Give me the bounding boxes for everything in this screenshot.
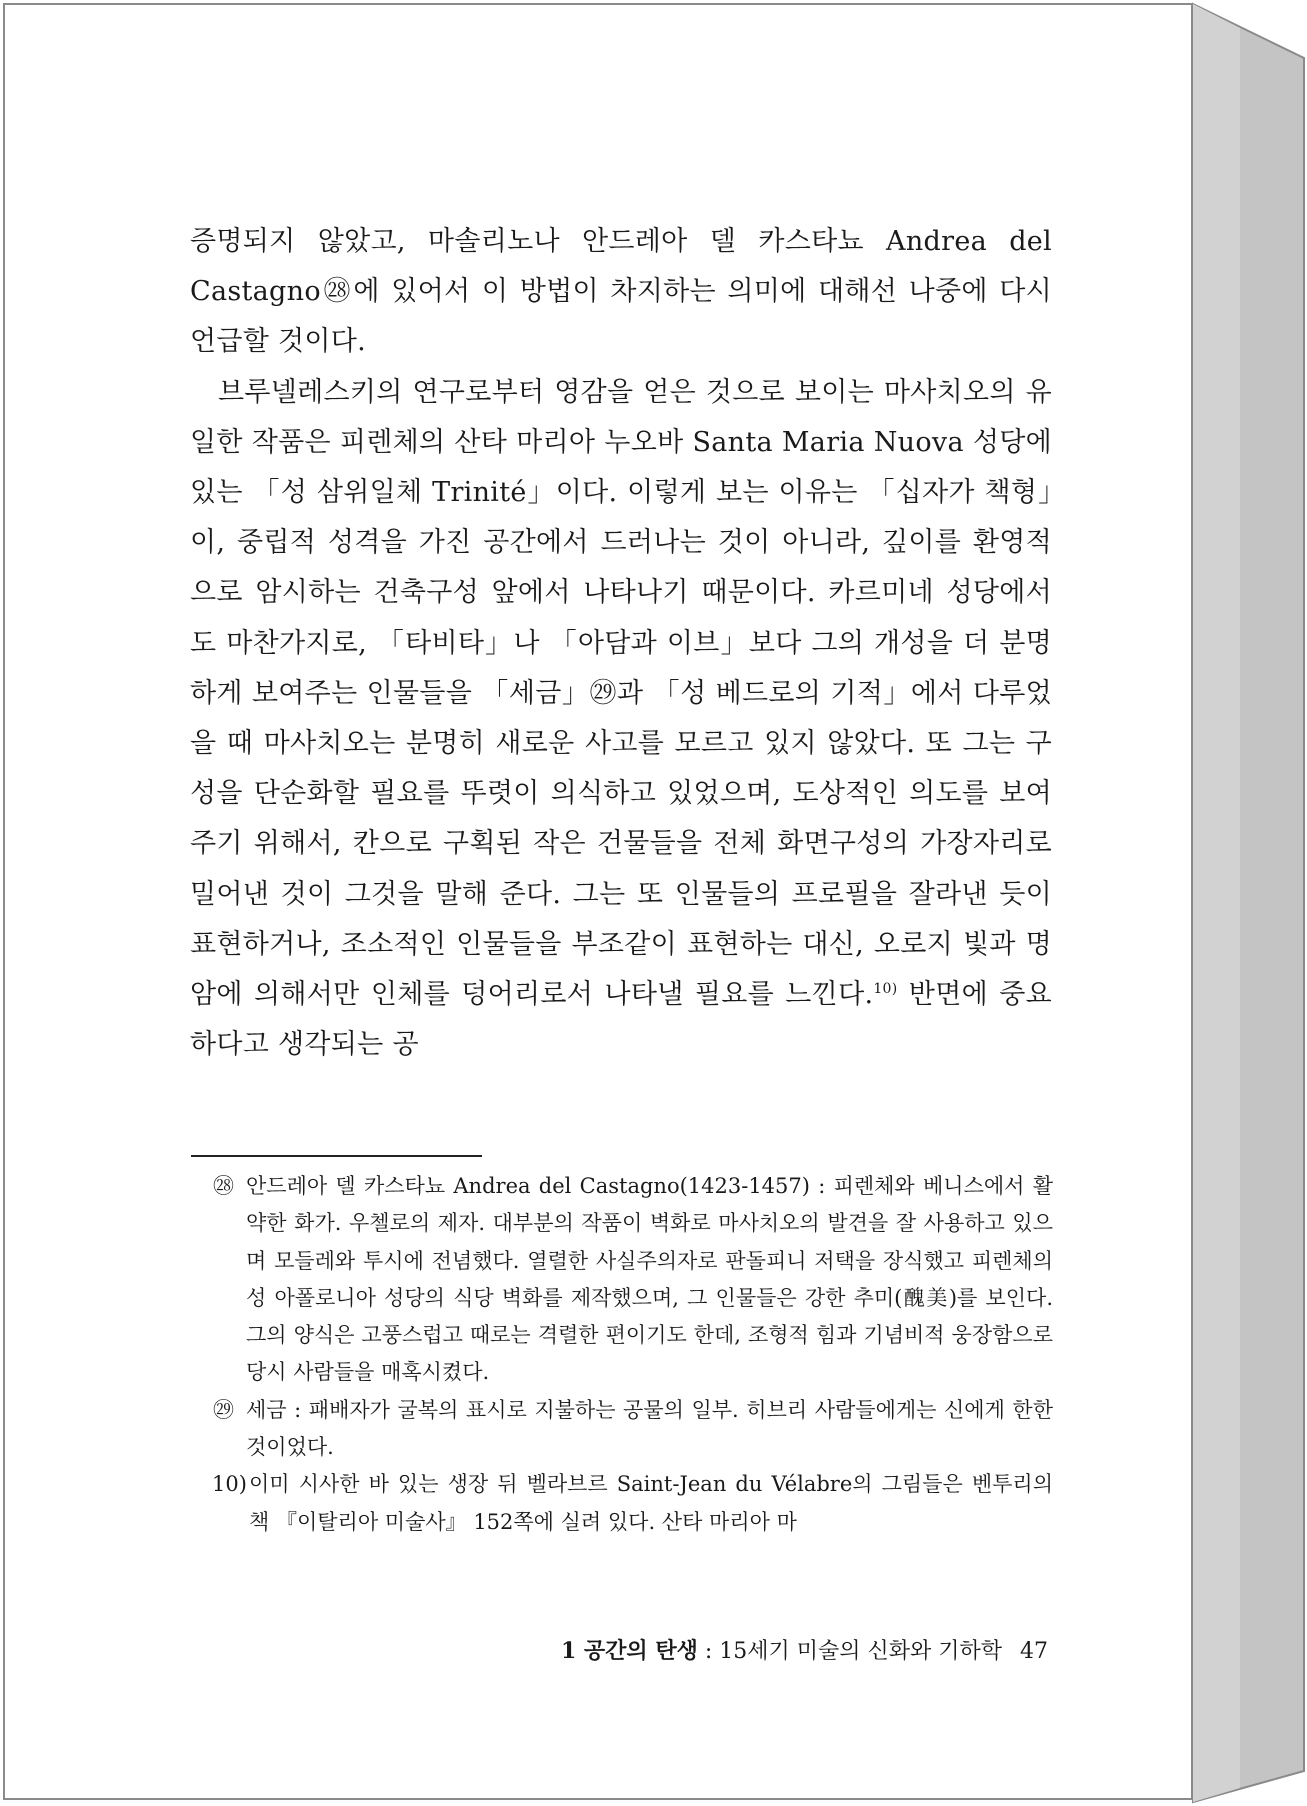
chapter-title: 1 공간의 탄생	[560, 1638, 698, 1664]
paragraph-2-text: 브루넬레스키의 연구로부터 영감을 얻은 것으로 보이는 마사치오의 유일한 작품은 피렌체의 산타 마리아 누오바 Santa Maria Nuova 성당에 있는 「성 삼위일체 Trinité」이다. 이렇게 보는 이유는 「십자가 책형」이, 중립적 성격을 가진 공간에서 드러나는 것이 아니라, 깊이를 환영적으로 암시하는 건축구성 앞에서 나타나기 때문이다. 카르미네 성당에서도 마찬가지로, 「타비타」나 「아담과 이브」보다 그의 개성을 더 분명하게 보여주는 인물들을 「세금」㉙과 「성 베드로의 기적」에서 다루었을 때 마사치오는 분명히 새로운 사고를 모르고 있지 않았다. 또 그는 구성을 단순화할 필요를 뚜렷이 의식하고 있었으며, 도상적인 의도를 보여주기 위해서, 칸으로 구획된 작은 건물들을 전체 화면구성의 가장자리로 밀어낸 것이 그것을 말해 준다. 그는 또 인물들의 프로필을 잘라낸 듯이 표현하거나, 조소적인 인물들을 부조같이 표현하는 대신, 오로지 빛과 명암에 의해서만 인체를 덩어리로서 나타낼 필요를 느낀다.	[190, 376, 1052, 1011]
footnote-text: 이미 시사한 바 있는 생장 뒤 벨라브르 Saint-Jean du Vélabre의 그림들은 벤투리의 책 『이탈리아 미술사』 152쪽에 실려 있다. 산타 마리아 마	[249, 1472, 1053, 1534]
footnote-marker: ㉘	[213, 1174, 234, 1198]
page-edge-shadow	[1193, 4, 1240, 1802]
footnotes	[213, 1168, 1053, 1541]
paragraph-1: 증명되지 않았고, 마솔리노나 안드레아 델 카스타뇨 Andrea del Castagno㉘에 있어서 이 방법이 차지하는 의미에 대해선 나중에 다시 언급할 것이다.	[190, 226, 1052, 358]
footnote-marker: ㉙	[213, 1397, 234, 1422]
body-text	[190, 217, 1052, 1070]
footnote-text: 세금 : 패배자가 굴복의 표시로 지불하는 공물의 일부. 히브리 사람들에게는 신에게 한한 것이었다.	[246, 1397, 1053, 1460]
chapter-subtitle: : 15세기 미술의 신화와 기하학	[697, 1639, 1002, 1664]
page-number: 47	[1020, 1639, 1048, 1664]
running-footer	[488, 1634, 1048, 1665]
footnote-28	[213, 1168, 1053, 1392]
footnote-divider	[191, 1155, 482, 1157]
paragraph-2-continuation: 반면에 중요하다고 생각되는 공	[190, 979, 1052, 1061]
footnote-marker: 10)	[212, 1472, 247, 1497]
footnote-29	[213, 1392, 1053, 1467]
footnote-10	[213, 1466, 1053, 1541]
footnote-text: 안드레아 델 카스타뇨 Andrea del Castagno(1423-1457) : 피렌체와 베니스에서 활약한 화가. 우첼로의 제자. 대부분의 작품이 벽화로 마사치오의 발견을 잘 사용하고 있으며 모들레와 투시에 전념했다. 열렬한 사실주의자로 판돌피니 저택을 장식했고 피렌체의 성 아폴로니아 성당의 식당 벽화를 제작했으며, 그 인물들은 강한 추미(醜美)를 보인다. 그의 양식은 고풍스럽고 때로는 격렬한 편이기도 한데, 조형적 힘과 기념비적 웅장함으로 당시 사람들을 매혹시켰다.	[246, 1174, 1053, 1385]
paragraph-2	[190, 368, 1052, 1071]
footnote-reference-10[interactable]: 10)	[873, 981, 898, 998]
